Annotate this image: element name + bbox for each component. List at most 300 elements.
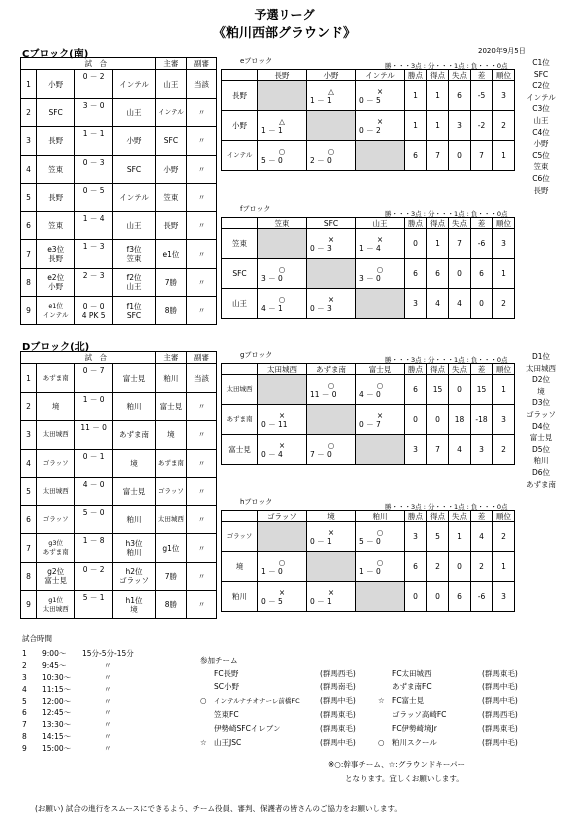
assistant-referee: 〃 bbox=[186, 421, 216, 449]
stat-cell: -2 bbox=[471, 111, 493, 141]
stat-cell: 7 bbox=[427, 435, 449, 465]
team-a: 太田城西 bbox=[37, 477, 75, 505]
result-mark: ○ bbox=[376, 380, 384, 390]
col-stat: 失点 bbox=[449, 70, 471, 81]
slot-rule: 〃 bbox=[104, 744, 112, 754]
row-team: ゴラッソ bbox=[222, 522, 258, 552]
team-b: 富士見 bbox=[113, 364, 156, 393]
row-team: 太田城西 bbox=[222, 375, 258, 405]
header-assistant: 副審 bbox=[186, 352, 216, 364]
corner bbox=[222, 364, 258, 375]
stat-cell: 0 bbox=[427, 405, 449, 435]
result-cell bbox=[258, 522, 307, 552]
col-stat: 勝点 bbox=[405, 364, 427, 375]
team-a: g3位 あずま南 bbox=[37, 534, 75, 562]
team-row bbox=[200, 736, 518, 750]
result-cell bbox=[307, 289, 356, 319]
header-row bbox=[21, 58, 217, 70]
team-name: 粕川スクール bbox=[392, 737, 437, 747]
match-row bbox=[21, 155, 217, 183]
stat-cell: 0 bbox=[405, 582, 427, 612]
result-mark: × bbox=[376, 234, 384, 244]
slot-time: 15:00～ bbox=[42, 744, 72, 754]
score: 1 － 4 bbox=[75, 212, 113, 240]
match-no: 4 bbox=[21, 449, 37, 477]
match-row bbox=[21, 268, 217, 296]
stat-cell: 6 bbox=[449, 81, 471, 111]
match-no: 6 bbox=[21, 212, 37, 240]
assistant-referee: 〃 bbox=[186, 591, 216, 619]
score: 0 － 7 bbox=[75, 364, 113, 393]
team-name: ゴラッソ高崎FC bbox=[392, 710, 447, 720]
result-mark: ○ bbox=[278, 557, 286, 567]
stat-cell: 1 bbox=[449, 522, 471, 552]
legend-line-1: ※○:幹事チーム、☆:グラウンドキーパー bbox=[328, 760, 465, 769]
col-team: 境 bbox=[307, 511, 356, 522]
header-match: 試 合 bbox=[37, 352, 156, 364]
result-score: 0 － 5 bbox=[359, 95, 381, 105]
col-stat: 差 bbox=[471, 218, 493, 229]
match-row bbox=[21, 297, 217, 325]
result-mark: ○ bbox=[327, 146, 335, 156]
match-row bbox=[21, 212, 217, 240]
stat-cell: 2 bbox=[493, 435, 515, 465]
team-region: (群馬西毛) bbox=[320, 668, 356, 678]
team-b: 小野 bbox=[113, 127, 156, 155]
match-row bbox=[21, 477, 217, 505]
referee: インテル bbox=[155, 99, 186, 127]
stat-cell: 4 bbox=[449, 435, 471, 465]
result-cell bbox=[307, 522, 356, 552]
result-score: 11 － 0 bbox=[310, 389, 337, 399]
group-table bbox=[221, 217, 515, 319]
group-name: fブロック bbox=[240, 205, 271, 213]
stat-cell: 1 bbox=[493, 141, 515, 171]
match-no: 7 bbox=[21, 240, 37, 268]
team-name: FC伊勢崎境Jr bbox=[392, 723, 437, 733]
col-stat: 得点 bbox=[427, 511, 449, 522]
team-a: 笠東 bbox=[37, 212, 75, 240]
stat-cell: 3 bbox=[471, 435, 493, 465]
score: 0 － 2 bbox=[75, 70, 113, 99]
col-stat: 差 bbox=[471, 364, 493, 375]
ranking-entry: D5位 bbox=[531, 444, 551, 454]
teams-title: 参加チーム bbox=[200, 656, 238, 665]
result-score: 0 － 4 bbox=[261, 449, 283, 459]
team-b: 山王 bbox=[113, 99, 156, 127]
result-mark: ○ bbox=[278, 294, 286, 304]
schedule-row bbox=[22, 648, 134, 660]
team-name: 笠東FC bbox=[214, 710, 239, 720]
referee: 7勝 bbox=[155, 562, 186, 590]
team-region: (群馬東毛) bbox=[320, 723, 356, 733]
match-c-table bbox=[20, 57, 217, 325]
team-region: (群馬東毛) bbox=[482, 668, 518, 678]
team-row bbox=[200, 722, 518, 736]
group-header-row bbox=[222, 511, 515, 522]
score: 1 － 0 bbox=[75, 393, 113, 421]
ranking-entry: D6位 bbox=[531, 467, 551, 477]
team-name: あずま南FC bbox=[392, 682, 432, 692]
slot-time: 14:15～ bbox=[42, 732, 72, 742]
group-row bbox=[222, 289, 515, 319]
score: 5 － 0 bbox=[75, 506, 113, 534]
result-cell bbox=[258, 582, 307, 612]
team-region: (群馬南毛) bbox=[320, 682, 356, 692]
group-name: eブロック bbox=[240, 57, 273, 65]
result-score: 7 － 0 bbox=[310, 449, 332, 459]
stat-cell: 1 bbox=[427, 81, 449, 111]
stat-cell: 0 bbox=[449, 141, 471, 171]
stat-cell: 6 bbox=[427, 259, 449, 289]
slot-number: 4 bbox=[22, 684, 27, 694]
stat-cell: -5 bbox=[471, 81, 493, 111]
score: 2 － 3 bbox=[75, 268, 113, 296]
result-cell bbox=[356, 405, 405, 435]
stat-cell: 0 bbox=[405, 405, 427, 435]
result-cell bbox=[356, 289, 405, 319]
slot-rule: 〃 bbox=[104, 720, 112, 730]
match-d-table bbox=[20, 351, 217, 619]
stat-cell: 5 bbox=[427, 522, 449, 552]
slot-rule: 〃 bbox=[104, 732, 112, 742]
result-cell bbox=[307, 435, 356, 465]
row-team: SFC bbox=[222, 259, 258, 289]
col-team: 富士見 bbox=[356, 364, 405, 375]
result-cell bbox=[258, 111, 307, 141]
header-no bbox=[21, 58, 37, 70]
group-table bbox=[221, 510, 515, 612]
result-cell bbox=[307, 259, 356, 289]
ranking-entry: 富士見 bbox=[529, 433, 553, 443]
col-stat: 差 bbox=[471, 511, 493, 522]
result-score: 5 － 0 bbox=[359, 536, 381, 546]
slot-time: 10:30～ bbox=[42, 672, 72, 682]
result-score: 4 － 1 bbox=[261, 303, 283, 313]
team-b: 山王 bbox=[113, 212, 156, 240]
assistant-referee: 当該 bbox=[186, 70, 216, 99]
result-cell bbox=[356, 435, 405, 465]
stat-cell: 3 bbox=[493, 582, 515, 612]
stat-cell: 7 bbox=[449, 229, 471, 259]
schedule-row bbox=[22, 719, 134, 731]
slot-time: 9:45～ bbox=[42, 660, 67, 670]
match-no: 8 bbox=[21, 268, 37, 296]
result-mark: × bbox=[376, 86, 384, 96]
col-stat: 失点 bbox=[449, 511, 471, 522]
result-cell bbox=[356, 552, 405, 582]
result-cell bbox=[356, 81, 405, 111]
match-row bbox=[21, 364, 217, 393]
match-row bbox=[21, 70, 217, 99]
row-team: インテル bbox=[222, 141, 258, 171]
team-name: 伊勢崎SFCイレブン bbox=[214, 723, 281, 733]
team-b: h3位 粕川 bbox=[113, 534, 156, 562]
stat-cell: 18 bbox=[449, 405, 471, 435]
stat-cell: 3 bbox=[405, 435, 427, 465]
stat-cell: 3 bbox=[449, 111, 471, 141]
result-mark: ○ bbox=[376, 264, 384, 274]
referee: SFC bbox=[155, 127, 186, 155]
col-team: ゴラッソ bbox=[258, 511, 307, 522]
ranking-entry: D1位 bbox=[531, 352, 551, 361]
slot-time: 12:45～ bbox=[42, 708, 72, 718]
stat-cell: 0 bbox=[449, 375, 471, 405]
score: 4 － 0 bbox=[75, 477, 113, 505]
stat-cell: 6 bbox=[405, 375, 427, 405]
col-stat: 順位 bbox=[493, 364, 515, 375]
ranking-entry: D3位 bbox=[531, 398, 551, 408]
ranking-entry: 山王 bbox=[533, 115, 549, 125]
team-a: 笠東 bbox=[37, 155, 75, 183]
match-no: 3 bbox=[21, 421, 37, 449]
schedule-row bbox=[22, 743, 134, 755]
match-no: 1 bbox=[21, 70, 37, 99]
assistant-referee: 〃 bbox=[186, 268, 216, 296]
result-cell bbox=[258, 405, 307, 435]
team-rows bbox=[200, 667, 518, 750]
stat-cell: 4 bbox=[427, 289, 449, 319]
stat-cell: 7 bbox=[427, 141, 449, 171]
score: 0 － 5 bbox=[75, 183, 113, 211]
team-a: g2位 富士見 bbox=[37, 562, 75, 590]
result-cell bbox=[356, 522, 405, 552]
group-name: hブロック bbox=[240, 498, 273, 506]
schedule bbox=[22, 634, 134, 755]
result-cell bbox=[307, 405, 356, 435]
result-score: 0 － 1 bbox=[310, 596, 332, 606]
slot-time: 13:30～ bbox=[42, 720, 72, 730]
c-ranking bbox=[518, 57, 564, 196]
result-score: 1 － 4 bbox=[359, 243, 381, 253]
result-cell bbox=[258, 259, 307, 289]
col-team: 山王 bbox=[356, 218, 405, 229]
match-row bbox=[21, 127, 217, 155]
referee: e1位 bbox=[155, 240, 186, 268]
assistant-referee: 〃 bbox=[186, 99, 216, 127]
match-no: 1 bbox=[21, 364, 37, 393]
stat-cell: 6 bbox=[449, 582, 471, 612]
match-row bbox=[21, 99, 217, 127]
row-team: 境 bbox=[222, 552, 258, 582]
result-score: 0 － 2 bbox=[359, 125, 381, 135]
team-name: FC富士見 bbox=[392, 695, 425, 705]
referee: 小野 bbox=[155, 155, 186, 183]
assistant-referee: 〃 bbox=[186, 240, 216, 268]
schedule-rows bbox=[22, 648, 134, 755]
ranking-entry: C1位 bbox=[532, 58, 550, 67]
result-mark: ○ bbox=[376, 557, 384, 567]
stat-cell: 1 bbox=[493, 552, 515, 582]
stat-cell: 3 bbox=[493, 405, 515, 435]
result-score: 0 － 3 bbox=[310, 303, 332, 313]
team-region: (群馬東毛) bbox=[320, 710, 356, 720]
score: 0 － 1 bbox=[75, 449, 113, 477]
score: 1 － 3 bbox=[75, 240, 113, 268]
slot-number: 2 bbox=[22, 660, 27, 670]
team-name: インテルナチオナーレ前橋FC bbox=[214, 696, 300, 705]
referee: 8勝 bbox=[155, 591, 186, 619]
row-team: あずま南 bbox=[222, 405, 258, 435]
result-mark: × bbox=[327, 527, 335, 537]
result-mark: ○ bbox=[376, 527, 384, 537]
result-score: 1 － 1 bbox=[310, 95, 332, 105]
col-stat: 得点 bbox=[427, 218, 449, 229]
assistant-referee: 〃 bbox=[186, 393, 216, 421]
match-no: 2 bbox=[21, 393, 37, 421]
score: 0 － 0 4 PK 5 bbox=[75, 297, 113, 325]
slot-number: 9 bbox=[22, 744, 27, 754]
stat-cell: 2 bbox=[493, 111, 515, 141]
participating-teams bbox=[200, 654, 518, 749]
team-name: FC太田城西 bbox=[392, 668, 432, 678]
assistant-referee: 〃 bbox=[186, 297, 216, 325]
col-team: 長野 bbox=[258, 70, 307, 81]
corner bbox=[222, 511, 258, 522]
assistant-referee: 〃 bbox=[186, 506, 216, 534]
ranking-entry: 粕川 bbox=[533, 456, 549, 466]
stat-cell: 15 bbox=[471, 375, 493, 405]
result-cell bbox=[258, 435, 307, 465]
col-stat: 差 bbox=[471, 70, 493, 81]
stat-cell: 1 bbox=[493, 375, 515, 405]
score: 1 － 1 bbox=[75, 127, 113, 155]
match-row bbox=[21, 449, 217, 477]
slot-number: 3 bbox=[22, 672, 27, 682]
referee: 笠東 bbox=[155, 183, 186, 211]
result-mark: × bbox=[376, 410, 384, 420]
referee: 粕川 bbox=[155, 364, 186, 393]
match-row bbox=[21, 421, 217, 449]
team-b: 粕川 bbox=[113, 506, 156, 534]
ranking-entry: 長野 bbox=[533, 185, 549, 195]
referee: 山王 bbox=[155, 70, 186, 99]
slot-rule: 〃 bbox=[104, 708, 112, 718]
team-b: f1位 SFC bbox=[113, 297, 156, 325]
assistant-referee: 〃 bbox=[186, 534, 216, 562]
group-header-row bbox=[222, 218, 515, 229]
result-score: 1 － 0 bbox=[359, 566, 381, 576]
team-a: e1位 インテル bbox=[37, 297, 75, 325]
slot-number: 5 bbox=[22, 696, 27, 706]
points-rule: 勝・・・3点 : 分・・・1点 : 負・・・0点 bbox=[385, 210, 508, 218]
stat-cell: 4 bbox=[449, 289, 471, 319]
team-row bbox=[200, 680, 518, 694]
ranking-entry: D4位 bbox=[531, 421, 551, 431]
points-rule: 勝・・・3点 : 分・・・1点 : 負・・・0点 bbox=[385, 62, 508, 70]
result-mark: × bbox=[327, 294, 335, 304]
result-cell bbox=[356, 111, 405, 141]
points-rule: 勝・・・3点 : 分・・・1点 : 負・・・0点 bbox=[385, 356, 508, 364]
stat-cell: 0 bbox=[471, 289, 493, 319]
match-no: 3 bbox=[21, 127, 37, 155]
stat-cell: 0 bbox=[449, 259, 471, 289]
col-team: SFC bbox=[307, 218, 356, 229]
slot-time: 11:15～ bbox=[42, 684, 72, 694]
ranking-entry: 笠東 bbox=[533, 162, 549, 172]
team-b: SFC bbox=[113, 155, 156, 183]
result-score: 0 － 1 bbox=[310, 536, 332, 546]
score: 1 － 8 bbox=[75, 534, 113, 562]
group-row bbox=[222, 81, 515, 111]
result-mark: △ bbox=[279, 116, 285, 126]
assistant-referee: 〃 bbox=[186, 477, 216, 505]
team-b: f3位 笠東 bbox=[113, 240, 156, 268]
referee: 富士見 bbox=[155, 393, 186, 421]
result-score: 0 － 5 bbox=[261, 596, 283, 606]
slot-number: 1 bbox=[22, 648, 27, 658]
result-mark: × bbox=[278, 587, 286, 597]
group-name: gブロック bbox=[240, 351, 273, 359]
corner bbox=[222, 218, 258, 229]
header-assistant: 副審 bbox=[186, 58, 216, 70]
ranking-entry: C4位 bbox=[532, 127, 550, 137]
d-ranking bbox=[518, 351, 564, 490]
result-cell bbox=[258, 81, 307, 111]
stat-cell: 3 bbox=[405, 522, 427, 552]
score: 5 － 1 bbox=[75, 591, 113, 619]
team-a: 小野 bbox=[37, 70, 75, 99]
referee: あずま南 bbox=[155, 449, 186, 477]
result-mark: ○ bbox=[278, 146, 286, 156]
result-cell bbox=[356, 229, 405, 259]
header-no bbox=[21, 352, 37, 364]
group-row bbox=[222, 111, 515, 141]
header-row bbox=[21, 352, 217, 364]
team-a: あずま南 bbox=[37, 364, 75, 393]
ranking-entry: 境 bbox=[537, 386, 545, 396]
result-cell bbox=[356, 141, 405, 171]
result-score: 1 － 0 bbox=[261, 566, 283, 576]
row-team: 山王 bbox=[222, 289, 258, 319]
result-cell bbox=[307, 375, 356, 405]
referee: 7勝 bbox=[155, 268, 186, 296]
stat-cell: 3 bbox=[493, 81, 515, 111]
result-cell bbox=[307, 582, 356, 612]
match-no: 5 bbox=[21, 183, 37, 211]
team-region: (群馬中毛) bbox=[482, 695, 518, 705]
team-a: ゴラッソ bbox=[37, 506, 75, 534]
result-mark: × bbox=[327, 587, 335, 597]
group-header-row bbox=[222, 364, 515, 375]
team-a: e2位 小野 bbox=[37, 268, 75, 296]
result-mark: ○ bbox=[327, 440, 335, 450]
points-rule: 勝・・・3点 : 分・・・1点 : 負・・・0点 bbox=[385, 503, 508, 511]
result-score: 3 － 0 bbox=[359, 273, 381, 283]
result-cell bbox=[356, 259, 405, 289]
result-cell bbox=[258, 141, 307, 171]
stat-cell: 6 bbox=[471, 259, 493, 289]
col-stat: 順位 bbox=[493, 218, 515, 229]
assistant-referee: 〃 bbox=[186, 183, 216, 211]
schedule-row bbox=[22, 696, 134, 708]
slot-rule: 〃 bbox=[104, 660, 112, 670]
row-team: 粕川 bbox=[222, 582, 258, 612]
assistant-referee: 〃 bbox=[186, 127, 216, 155]
col-stat: 得点 bbox=[427, 70, 449, 81]
ranking-entry: インテル bbox=[526, 92, 556, 102]
team-region: (群馬西毛) bbox=[482, 710, 518, 720]
col-stat: 勝点 bbox=[405, 70, 427, 81]
stat-cell: 6 bbox=[405, 552, 427, 582]
assistant-referee: 〃 bbox=[186, 212, 216, 240]
result-mark: × bbox=[278, 410, 286, 420]
assistant-referee: 〃 bbox=[186, 562, 216, 590]
slot-rule: 15分-5分-15分 bbox=[82, 648, 134, 658]
referee: g1位 bbox=[155, 534, 186, 562]
group-row bbox=[222, 229, 515, 259]
team-b: インテル bbox=[113, 183, 156, 211]
